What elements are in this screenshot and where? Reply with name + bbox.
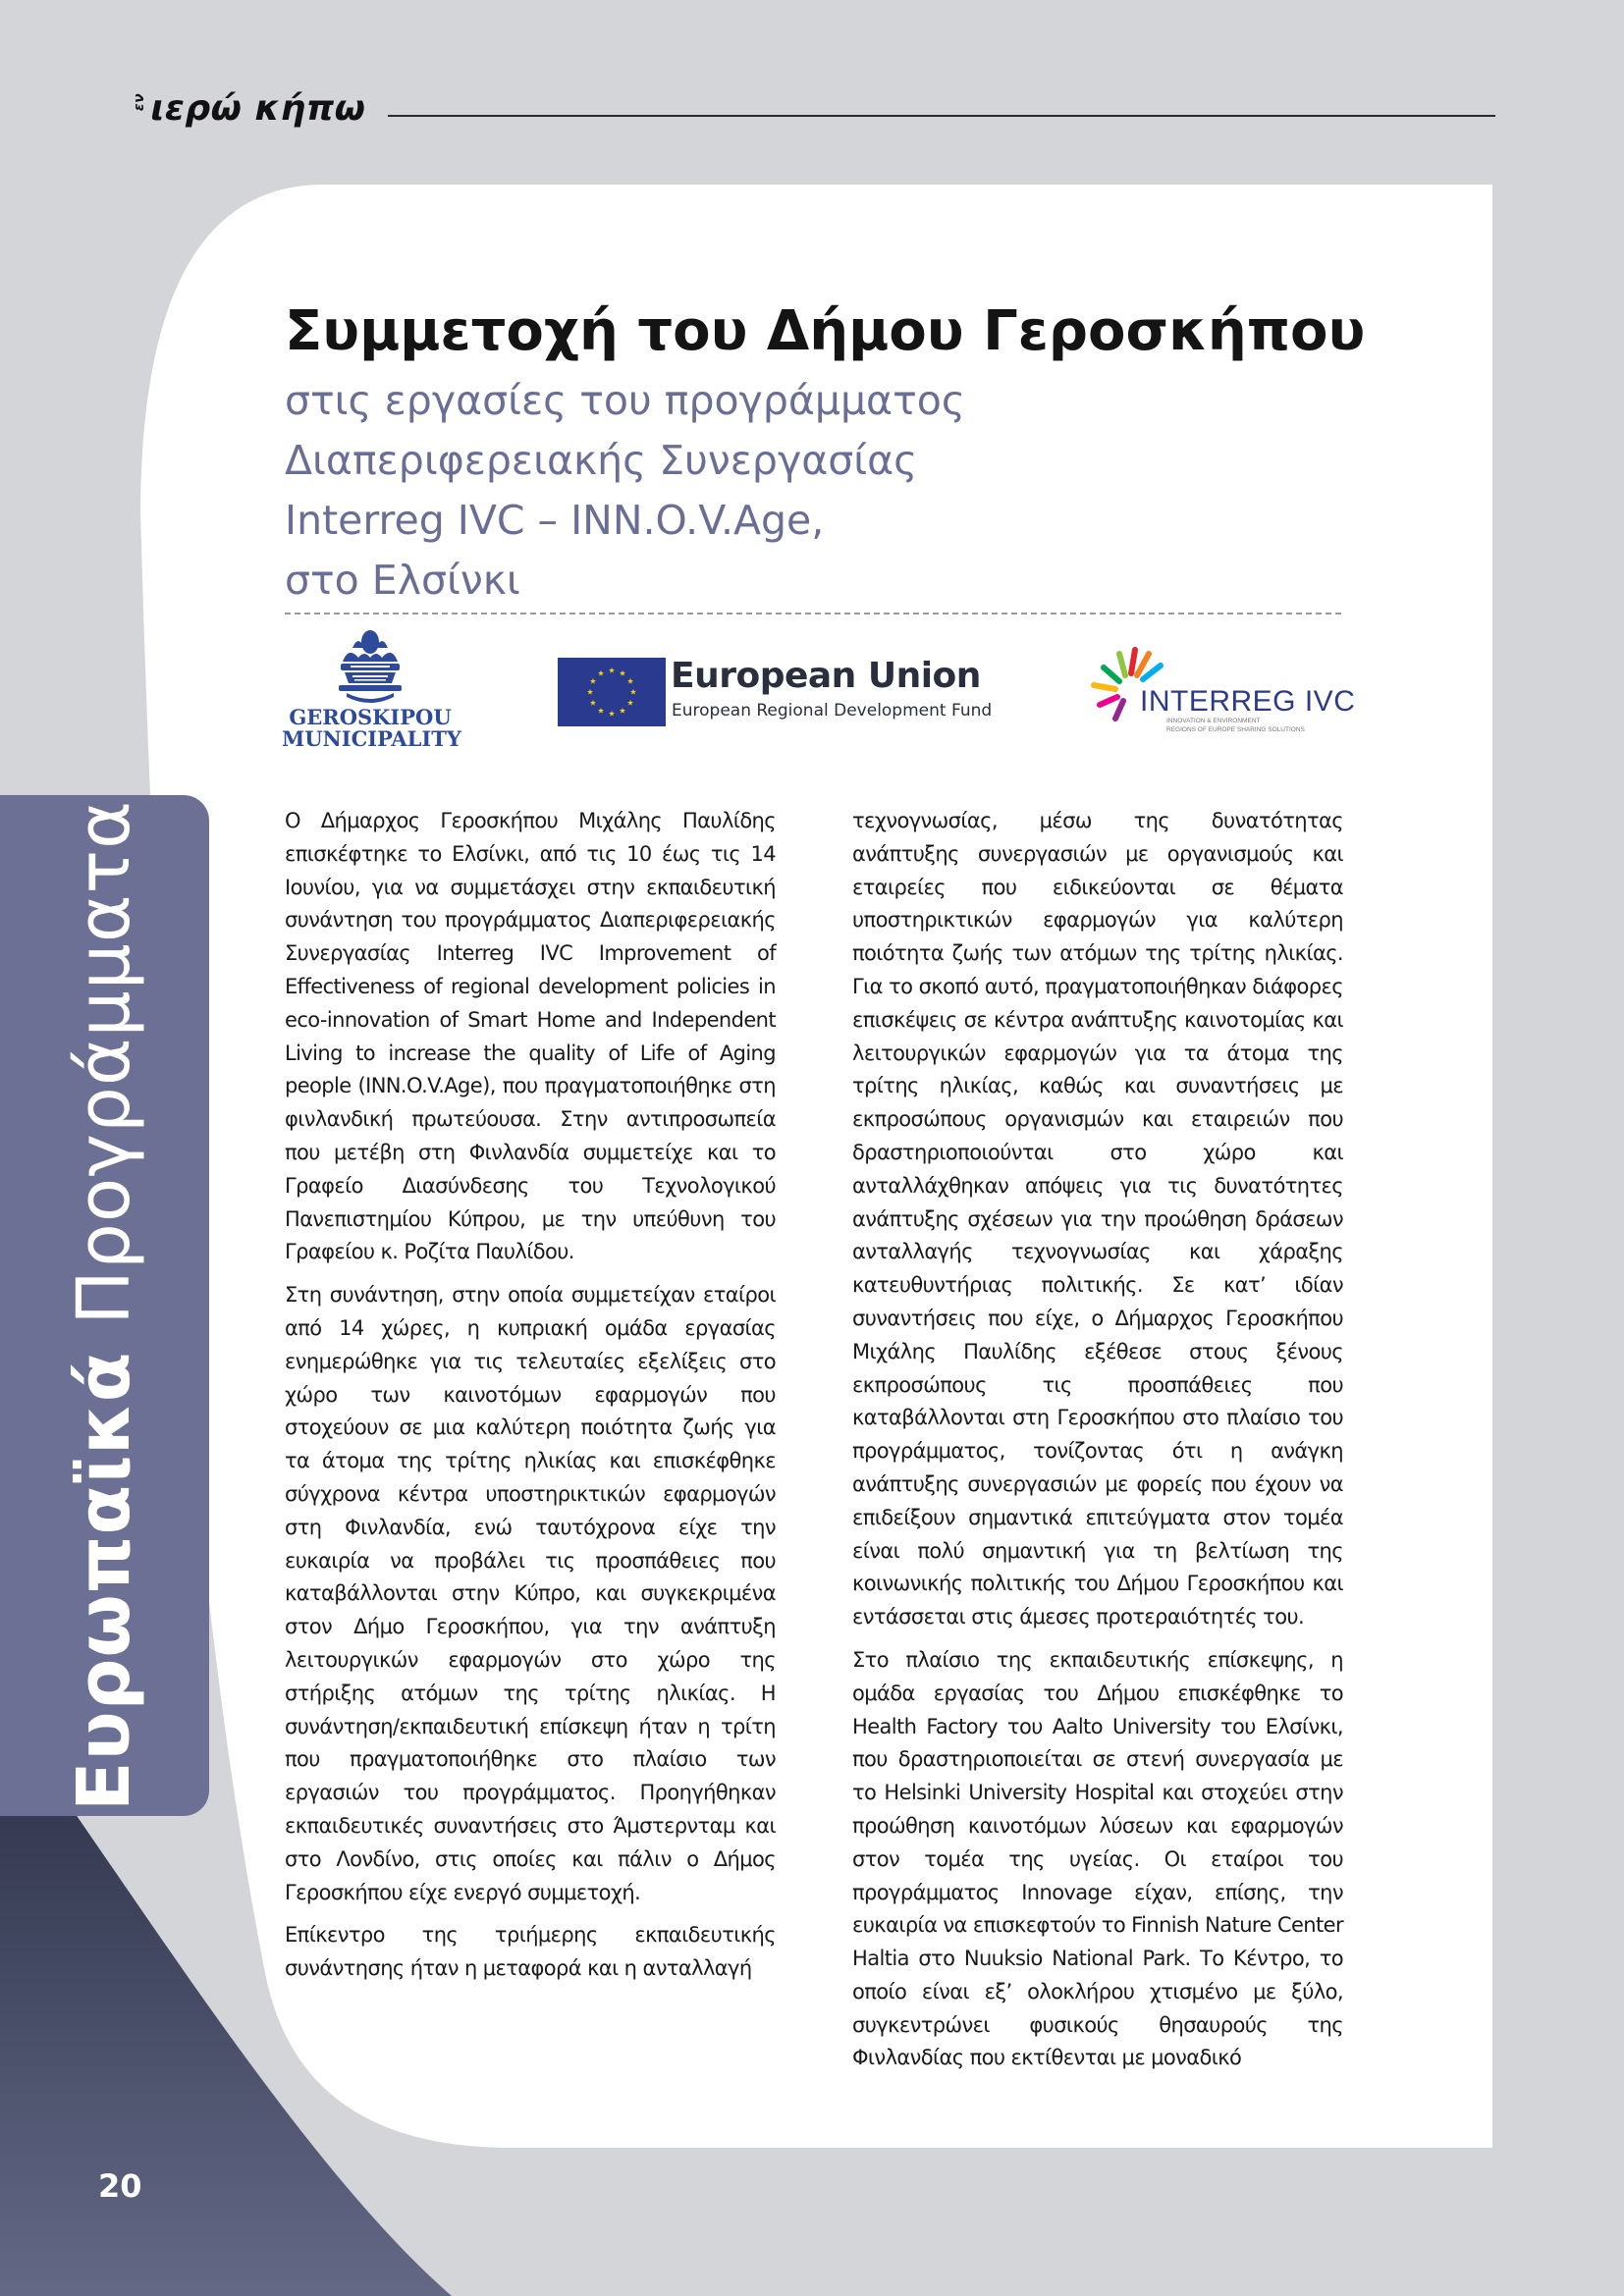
eu-star [590, 678, 596, 684]
interreg-ivc-logo [1086, 640, 1356, 738]
geroskipou-municipality-logo [282, 628, 459, 756]
interreg-logo-name: INTERREG IVC [1140, 685, 1356, 718]
article-title: Συμμετοχή του Δήμου Γεροσκήπου [285, 299, 1366, 363]
brand-superscript: εν [132, 92, 148, 112]
eu-logo-name: European Union [671, 656, 981, 696]
european-union-logo [558, 656, 1000, 728]
page-header [131, 88, 1495, 137]
geroskipou-logo-line1: GEROSKIPOU [289, 705, 452, 729]
eu-star [627, 678, 633, 684]
magazine-brand [131, 88, 365, 129]
eu-star [598, 708, 604, 714]
subtitle-line: Διαπεριφερειακής Συνεργασίας [285, 437, 918, 484]
geroskipou-emblem-icon [335, 628, 406, 705]
eu-star [627, 700, 633, 706]
article-paragraph: Στο πλαίσιο της εκπαιδευτικής επίσκεψης, η ομάδα εργασίας του Δήμου επισκέφθηκε το Health Factory του Aalto University του Ελσίνκι, που δραστηριοποιείται σε στενή συνεργασία με το Helsinki University Hospital και στοχεύει στην προώθηση καινοτόμων λύσεων και εφαρμογών στον τομέα της υγείας. Οι εταίροι του προγράμματος Innovage είχαν, επίσης, την ευκαιρία να επισκεφτούν το Finnish Nature Center Haltia στο Nuuksio National Park. Το Κέντρο, το οποίο είναι εξ’ ολοκλήρου χτισμένο με ξύλο, συγκεντρώνει φυσικούς θησαυρούς της Φινλανδίας που εκτίθενται με μοναδικό [852, 1647, 1343, 2070]
eu-star [598, 670, 604, 676]
eu-logo-fund: European Regional Development Fund [672, 701, 993, 721]
section-label-bold: Ευρωπαϊκά [62, 1351, 146, 1811]
subtitle-line: στις εργασίες του προγράμματος [285, 377, 965, 424]
article-paragraph: Ο Δήμαρχος Γεροσκήπου Μιχάλης Παυλίδης επισκέφτηκε το Ελσίνκι, από τις 10 έως τις 14 Ιουνίου, για να συμμετάσχει στην εκπαιδευτική συνάντηση του προγράμματος Διαπεριφερειακής Συνεργασίας Interreg IVC Improvement of Effectiveness of regional development policies in eco-innovation of Smart Home and Independent Living to increase the quality of Life of Aging people (INN.O.V.Age), που πραγματοποιήθηκε στη φινλανδική πρωτεύουσα. Στην αντιπροσωπεία που μετέβη στη Φινλανδία συμμετείχε και το Γραφείο Διασύνδεσης του Τεχνολογικού Πανεπιστημίου Κύπρου, με την υπεύθυνη του Γραφείου κ. Ροζίτα Παυλίδου. [285, 809, 776, 1264]
article-paragraph: Επίκεντρο της τριήμερης εκπαιδευτικής συνάντησης ήταν η μεταφορά και η ανταλλαγή [285, 1923, 776, 1981]
article-paragraph: τεχνογνωσίας, μέσω της δυνατότητας ανάπτυξης συνεργασιών με οργανισμούς και εταιρείες που ειδικεύονται σε θέματα υποστηρικτικών εφαρμογών για καλύτερη ποιότητα ζωής των ατόμων της τρίτης ηλικίας. Για το σκοπό αυτό, πραγματοποιήθηκαν διάφορες επισκέψεις σε κέντρα ανάπτυξης καινοτομίας και λειτουργικών εφαρμογών για τα άτομα της τρίτης ηλικίας, καθώς και συναντήσεις με εκπροσώπους οργανισμών και εταιρειών που δραστηριοποιούνται στο χώρο και ανταλλάχθηκαν απόψεις για τις δυνατότητες ανάπτυξης σχέσεων για την προώθηση δράσεων ανταλλαγής τεχνογνωσίας και χάραξης κατευθυντήριας πολιτικής. Σε κατ’ ιδίαν συναντήσεις που είχε, ο Δήμαρχος Γεροσκήπου Μιχάλης Παυλίδης εξέθεσε στους ξένους εκπροσώπους τις προσπάθειες που καταβάλλονται στη Γεροσκήπου στο πλαίσιο του προγράμματος, τονίζοντας ότι η ανάγκη ανάπτυξης συνεργασιών με φορείς που έχουν να επιδείξουν σημαντικά επιτεύγματα στον τομέα είναι πολύ σημαντική για τη βελτίωση της κοινωνικής πολιτικής του Δήμου Γεροσκήπου και εντάσσεται στις άμεσες προτεραιότητές του. [852, 809, 1343, 1629]
article-subtitle [285, 371, 1365, 611]
article-column-left [285, 805, 776, 1996]
subtitle-line: στο Ελσίνκι [285, 557, 520, 604]
article-column-right [852, 805, 1343, 2085]
title-divider [285, 613, 1341, 614]
subtitle-line: Interreg IVC – INN.O.V.Age, [285, 497, 825, 544]
interreg-logo-tagline2: REGIONS OF EUROPE SHARING SOLUTIONS [1166, 726, 1305, 733]
eu-star [630, 689, 636, 695]
eu-star [620, 708, 625, 714]
header-rule [388, 115, 1495, 117]
interreg-logo-tagline1: INNOVATION & ENVIRONMENT [1166, 718, 1261, 724]
section-label [62, 800, 146, 1811]
section-label-light: Προγράμματα [62, 800, 146, 1325]
eu-star [609, 711, 615, 717]
eu-star [587, 689, 593, 695]
eu-star [590, 700, 596, 706]
eu-star [609, 667, 615, 673]
eu-flag-icon [558, 658, 666, 726]
eu-star [620, 670, 625, 676]
brand-name: ιερώ κήπω [150, 88, 366, 129]
page-number: 20 [98, 2167, 142, 2205]
geroskipou-logo-line2: MUNICIPALITY [282, 726, 461, 751]
article-paragraph: Στη συνάντηση, στην οποία συμμετείχαν εταίροι από 14 χώρες, η κυπριακή ομάδα εργασίας ενημερώθηκε για τις τελευταίες εξελίξεις στο χώρο των καινοτόμων εφαρμογών που στοχεύουν σε μια καλύτερη ποιότητα ζωής για τα άτομα της τρίτης ηλικίας και επισκέφθηκε σύγχρονα κέντρα υποστηρικτικών εφαρμογών στη Φινλανδία, ενώ ταυτόχρονα είχε την ευκαιρία να προβάλει τις προσπάθειες που καταβάλλονται στην Κύπρο, και συγκεκριμένα στον Δήμο Γεροσκήπου, για την ανάπτυξη λειτουργικών εφαρμογών στο χώρο της στήριξης ατόμων της τρίτης ηλικίας. Η συνάντηση/εκπαιδευτική επίσκεψη ήταν η τρίτη που πραγματοποιήθηκε στο πλαίσιο των εργασιών του προγράμματος. Προηγήθηκαν εκπαιδευτικές συναντήσεις στο Άμστερνταμ και στο Λονδίνο, στις οποίες και πάλιν ο Δήμος Γεροσκήπου είχε ενεργό συμμετοχή. [285, 1283, 776, 1904]
